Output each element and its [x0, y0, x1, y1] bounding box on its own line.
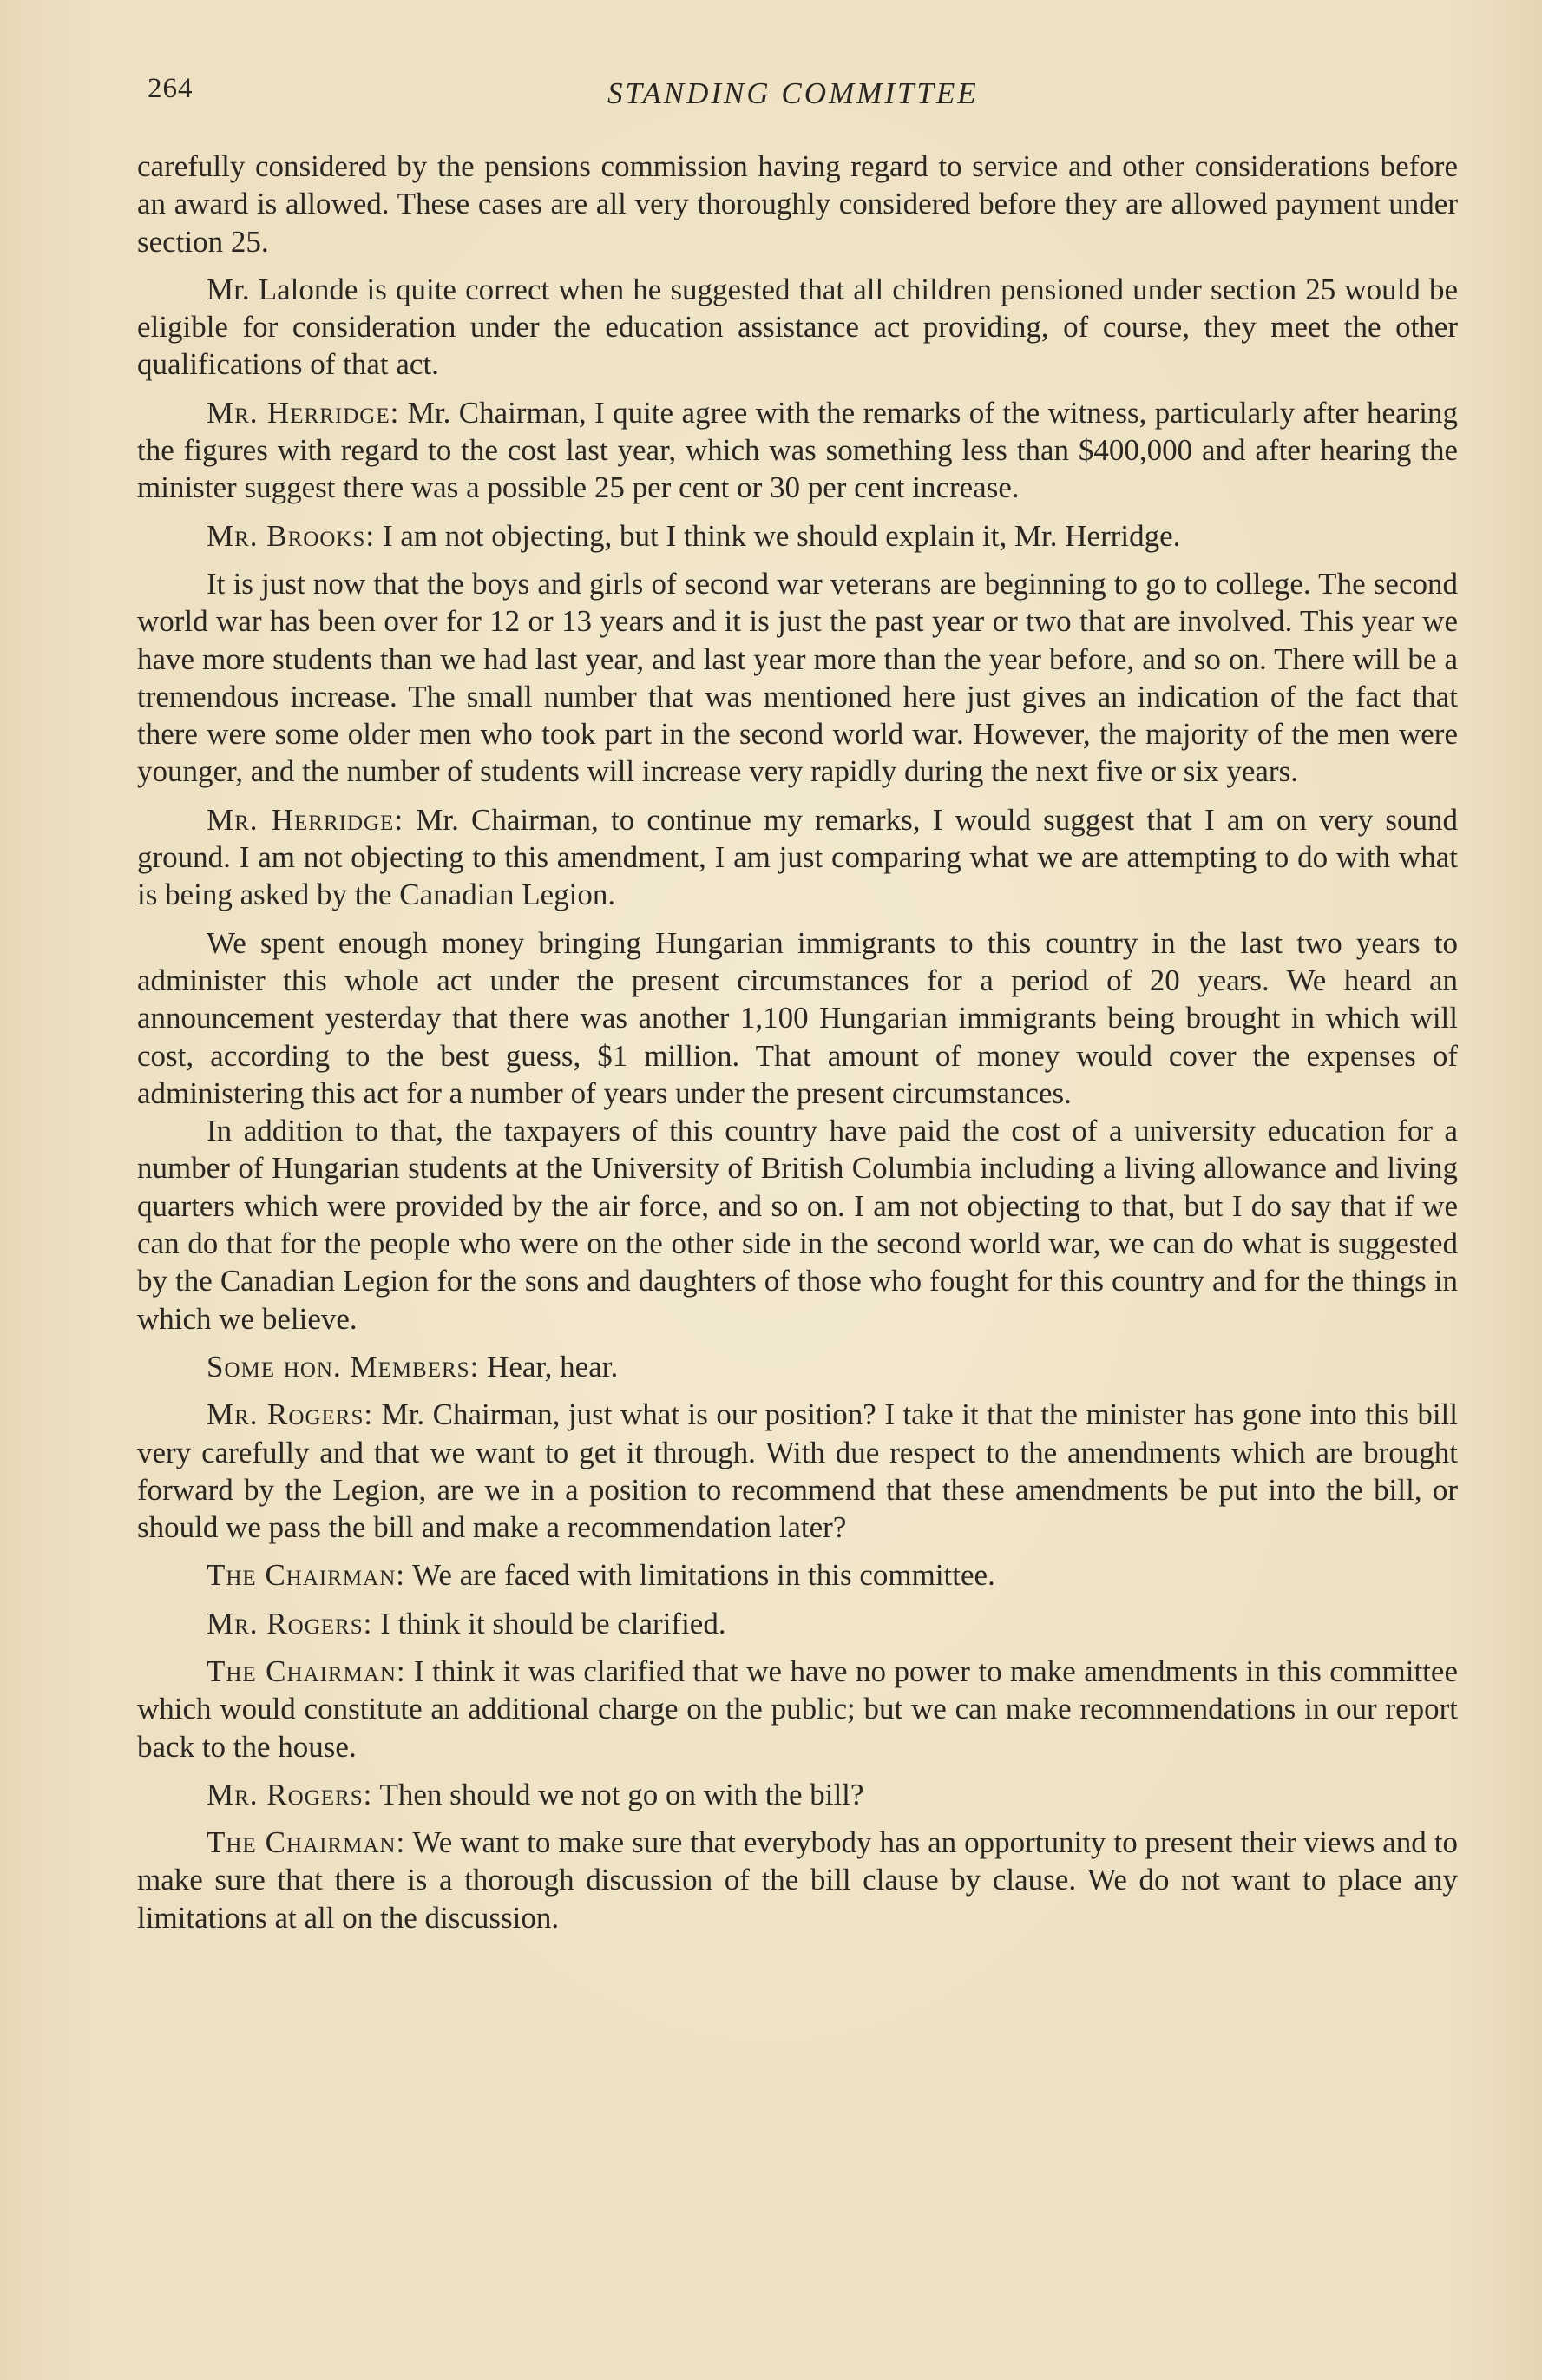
speaker-name: Mr. Rogers:	[207, 1777, 373, 1811]
body-text	[137, 148, 1458, 1947]
paragraph	[137, 1605, 1458, 1642]
running-head: STANDING COMMITTEE	[607, 76, 979, 110]
paragraph	[137, 1653, 1458, 1765]
paragraph	[137, 1824, 1458, 1936]
paragraph	[137, 1348, 1458, 1385]
paragraph-text: I think it should be clarified.	[380, 1606, 726, 1640]
paragraph-text: carefully considered by the pensions commission having regard to service and other considerations before an award is allowed. These cases are all very thoroughly considered before they are allowed payment under section 25.	[137, 149, 1458, 259]
paragraph	[137, 801, 1458, 914]
paragraph	[137, 394, 1458, 507]
paragraph	[137, 924, 1458, 1112]
paragraph-text: We want to make sure that everybody has an opportunity to present their views and to make sure that there is a thorough discussion of the bill clause by clause. We do not want to place any limitations at all on the discussion.	[137, 1825, 1458, 1935]
speaker-name: Mr. Herridge:	[207, 395, 400, 430]
speaker-name: Mr. Rogers:	[207, 1606, 373, 1640]
speaker-name: The Chairman:	[207, 1654, 406, 1688]
paragraph-text: We are faced with limitations in this committee.	[412, 1558, 995, 1593]
paragraph-text: Mr. Lalonde is quite correct when he suggested that all children pensioned under section 25 would be eligible for consideration under the education assistance act providing, of course, they meet the other qualifications of that act.	[137, 272, 1458, 382]
paragraph-text: I am not objecting, but I think we should explain it, Mr. Herridge.	[382, 518, 1181, 553]
paragraph-text: I think it was clarified that we have no power to make amendments in this committee which would constitute an additional charge on the public; but we can make recommendations in our report back to the house.	[137, 1654, 1458, 1764]
paragraph-text: Then should we not go on with the bill?	[379, 1777, 864, 1811]
paragraph-text: In addition to that, the taxpayers of this country have paid the cost of a university education for a number of Hungarian students at the University of British Columbia including a living allowance and living quarters which were provided by the air force, and so on. I am not objecting to that, but I do say that if we can do that for the people who were on the other side in the second world war, we can do what is suggested by the Canadian Legion for the sons and daughters of those who fought for this country and for the things in which we believe.	[137, 1114, 1458, 1336]
paragraph-text: Mr. Chairman, to continue my remarks, I would suggest that I am on very sound ground. I am not objecting to this amendment, I am just comparing what we are attempting to do with what is being asked by the Canadian Legion.	[137, 802, 1458, 912]
paragraph	[137, 1776, 1458, 1813]
paragraph	[137, 148, 1458, 260]
speaker-name: Mr. Rogers:	[207, 1397, 374, 1432]
paragraph	[137, 271, 1458, 384]
paragraph-text: We spent enough money bringing Hungarian immigrants to this country in the last two years to administer this whole act under the present circumstances for a period of 20 years. We heard an announcement yesterday that there was another 1,100 Hungarian immigrants being brought in which will cost, according to the best guess, $1 million. That amount of money would cover the expenses of administering this act for a number of years under the present circumstances.	[137, 925, 1458, 1110]
paragraph-text: Mr. Chairman, just what is our position? I take it that the minister has gone into this bill very carefully and that we want to get it through. With due respect to the amendments which are brought forward by the Legion, are we in a position to recommend that these amendments be put into the bill, or should we pass the bill and make a recommendation later?	[137, 1397, 1458, 1545]
page-number: 264	[148, 73, 194, 104]
paragraph	[137, 1396, 1458, 1546]
page-header	[148, 73, 1458, 116]
speaker-name: The Chairman:	[207, 1825, 406, 1860]
paragraph-text: Mr. Chairman, I quite agree with the remarks of the witness, particularly after hearing the figures with regard to the cost last year, which was something less than $400,000 and after hearing the minister suggest there was a possible 25 per cent or 30 per cent increase.	[137, 395, 1459, 505]
paragraph-text: Hear, hear.	[487, 1349, 619, 1384]
paragraph	[137, 1112, 1458, 1338]
speaker-name: Mr. Herridge:	[207, 802, 404, 837]
speaker-name: The Chairman:	[207, 1558, 405, 1593]
paragraph	[137, 565, 1458, 791]
speaker-name: Mr. Brooks:	[207, 518, 376, 553]
paragraph-text: It is just now that the boys and girls of second war veterans are beginning to go to college. The second world war has been over for 12 or 13 years and it is just the past year or two that are involved. This year we have more students than we had last year, and last year more than the year before, and so on. There will be a tremendous increase. The small number that was mentioned here just gives an indication of the fact that there were some older men who took part in the second world war. However, the majority of the men were younger, and the number of students will increase very rapidly during the next five or six years.	[137, 566, 1458, 789]
paragraph	[137, 1556, 1458, 1594]
speaker-name: Some hon. Members:	[207, 1349, 480, 1384]
paragraph	[137, 517, 1458, 555]
